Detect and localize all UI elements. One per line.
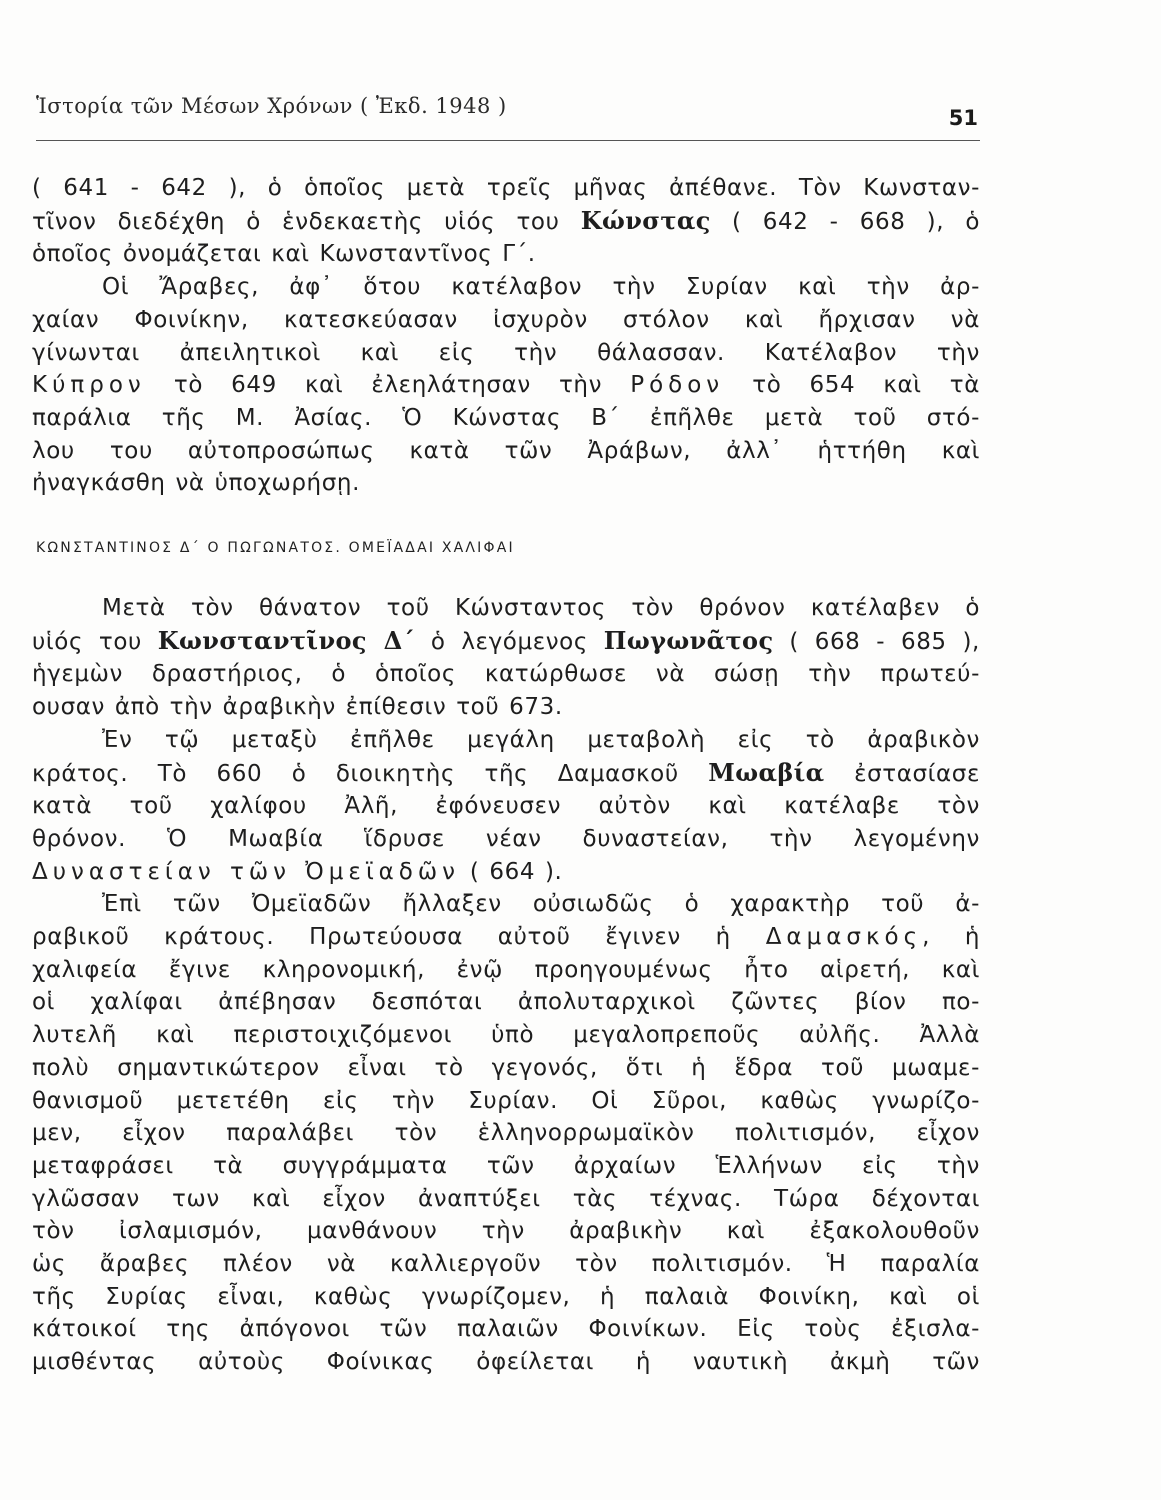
text-line: ὁποῖος ὀνομάζεται καὶ Κωνσταντῖνος Γ΄.	[32, 241, 536, 268]
section-2-text	[32, 592, 980, 1379]
name-konstas: Κώνστας	[580, 205, 711, 235]
text-line: γλῶσσαν των καὶ εἶχον ἀναπτύξει τὰς τέχνας. Τώρα δέχονται	[32, 1185, 980, 1212]
text-line: ἠναγκάσθη νὰ ὑποχωρήσῃ.	[32, 470, 360, 497]
section-1-text	[32, 172, 980, 500]
text-line: τῖνον διεδέχθη ὁ ἑνδεκαετὴς υἱός του Κώνστας ( 642 - 668 ), ὁ	[32, 205, 980, 235]
text-line: Ἐπὶ τῶν Ὀμεϊαδῶν ἤλλαξεν οὐσιωδῶς ὁ χαρακτὴρ τοῦ ἀ-	[102, 891, 980, 918]
place-damascus: Δαμασκός	[765, 924, 923, 951]
text-line: Οἱ Ἄραβες, ἀφ᾽ ὅτου κατέλαβον τὴν Συρίαν καὶ τὴν ἀρ-	[102, 274, 980, 301]
text-line: κάτοικοί της ἀπόγονοι τῶν παλαιῶν Φοινίκων. Εἰς τοὺς ἐξισλα-	[32, 1316, 980, 1343]
header-title: Ἱστορία τῶν Μέσων Χρόνων ( Ἐκδ. 1948 )	[36, 94, 507, 118]
text-line: ραβικοῦ κράτους. Πρωτεύουσα αὐτοῦ ἔγινεν ἡ Δαμασκός, ἡ	[32, 924, 980, 951]
text-line: κατὰ τοῦ χαλίφου Ἀλῆ, ἐφόνευσεν αὐτὸν καὶ κατέλαβε τὸν	[32, 793, 980, 820]
text-line: Κύπρον τὸ 649 καὶ ἐλεηλάτησαν τὴν Ρόδον τὸ 654 καὶ τὰ	[32, 372, 980, 399]
text-line: λυτελῆ καὶ περιστοιχιζόμενοι ὑπὸ μεγαλοπρεποῦς αὐλῆς. Ἀλλὰ	[32, 1022, 980, 1049]
place-rhodes: Ρόδον	[630, 372, 725, 399]
section-heading: ΚΩΝΣΤΑΝΤΙΝΟΣ Δ΄ Ο ΠΩΓΩΝΑΤΟΣ. ΟΜΕΪΑΔΑΙ ΧΑΛΙΦΑΙ	[36, 540, 515, 556]
name-pogonatos: Πωγωνᾶτος	[603, 625, 774, 655]
text-line: χαίαν Φοινίκην, κατεσκεύασαν ἰσχυρὸν στόλον καὶ ἤρχισαν νὰ	[32, 306, 980, 333]
text-line: θανισμοῦ μετετέθη εἰς τὴν Συρίαν. Οἱ Σῦροι, καθὼς γνωρίζο-	[32, 1087, 980, 1114]
text-line: θρόνον. Ὁ Μωαβία ἵδρυσε νέαν δυναστείαν, τὴν λεγομένην	[32, 825, 980, 852]
text-line: κράτος. Τὸ 660 ὁ διοικητὴς τῆς Δαμασκοῦ Μωαβία ἐστασίασε	[32, 757, 980, 787]
dynasty-name: Δυναστείαν τῶν Ὀμεϊαδῶν	[32, 858, 460, 885]
text-line: Μετὰ τὸν θάνατον τοῦ Κώνσταντος τὸν θρόνον κατέλαβεν ὁ	[102, 595, 980, 621]
text-line: ουσαν ἀπὸ τὴν ἀραβικὴν ἐπίθεσιν τοῦ 673.	[32, 694, 563, 721]
text-line: υἱός του Κωνσταντῖνος Δ΄ ὁ λεγόμενος Πωγωνᾶτος ( 668 - 685 ),	[32, 625, 980, 655]
text-line: παράλια τῆς Μ. Ἀσίας. Ὁ Κώνστας Β΄ ἐπῆλθε μετὰ τοῦ στό-	[32, 404, 980, 431]
text-line: Ἐν τῷ μεταξὺ ἐπῆλθε μεγάλη μεταβολὴ εἰς τὸ ἀραβικὸν	[102, 726, 980, 753]
page-number: 51	[948, 106, 978, 130]
place-cyprus: Κύπρον	[32, 372, 146, 399]
name-konstantinos-d: Κωνσταντῖνος Δ΄	[157, 625, 416, 655]
text-line: ( 641 - 642 ), ὁ ὁποῖος μετὰ τρεῖς μῆνας ἀπέθανε. Τὸν Κωνσταν-	[32, 175, 980, 201]
text-line: τῆς Συρίας εἶναι, καθὼς γνωρίζομεν, ἡ παλαιὰ Φοινίκη, καὶ οἱ	[32, 1283, 980, 1310]
text-line: Δυναστείαν τῶν Ὀμεϊαδῶν ( 664 ).	[32, 858, 563, 885]
text-line: μεταφράσει τὰ συγγράμματα τῶν ἀρχαίων Ἑλλήνων εἰς τὴν	[32, 1152, 980, 1179]
text-line: χαλιφεία ἔγινε κληρονομική, ἐνῷ προηγουμένως ἦτο αἱρετή, καὶ	[32, 956, 980, 983]
running-header	[36, 94, 980, 141]
text-line: τὸν ἰσλαμισμόν, μανθάνουν τὴν ἀραβικὴν καὶ ἐξακολουθοῦν	[32, 1218, 980, 1245]
text-line: ἡγεμὼν δραστήριος, ὁ ὁποῖος κατώρθωσε νὰ σώσῃ τὴν πρωτεύ-	[32, 661, 980, 688]
text-line: γίνωνται ἀπειλητικοὶ καὶ εἰς τὴν θάλασσαν. Κατέλαβον τὴν	[32, 339, 980, 366]
text-line: μεν, εἶχον παραλάβει τὸν ἑλληνορρωμαϊκὸν πολιτισμόν, εἶχον	[32, 1120, 980, 1147]
text-line: μισθέντας αὐτοὺς Φοίνικας ὀφείλεται ἡ ναυτικὴ ἀκμὴ τῶν	[32, 1349, 980, 1376]
name-moavia: Μωαβία	[708, 757, 825, 787]
text-line: πολὺ σημαντικώτερον εἶναι τὸ γεγονός, ὅτι ἡ ἕδρα τοῦ μωαμε-	[32, 1054, 980, 1081]
text-line: ὡς ἄραβες πλέον νὰ καλλιεργοῦν τὸν πολιτισμόν. Ἡ παραλία	[32, 1251, 980, 1278]
text-line: λου του αὐτοπροσώπως κατὰ τῶν Ἀράβων, ἀλλ᾽ ἡττήθη καὶ	[32, 437, 980, 464]
text-line: οἱ χαλίφαι ἀπέβησαν δεσπόται ἀπολυταρχικοὶ ζῶντες βίον πο-	[32, 989, 980, 1016]
